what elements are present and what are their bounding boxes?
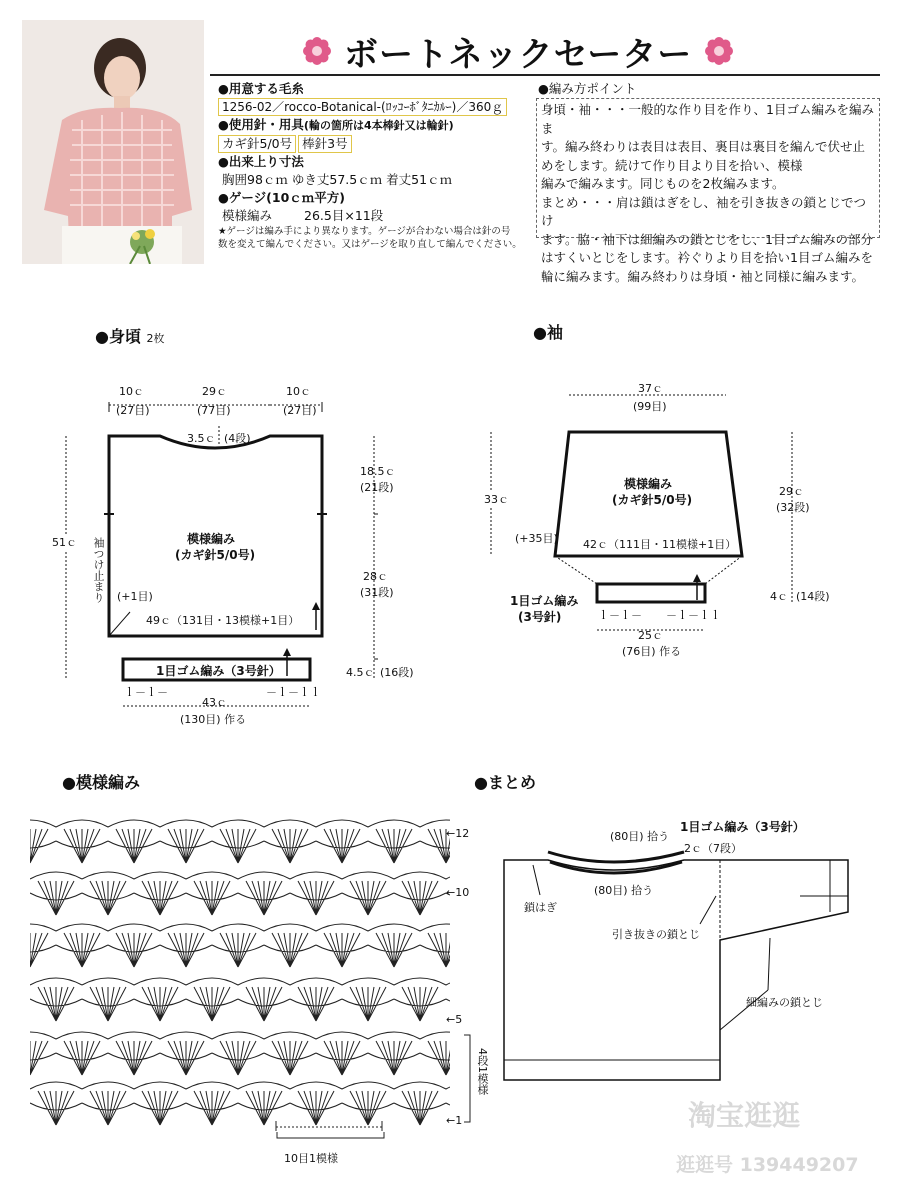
sleeve-rib-sym-right: －ｌ－ｌｌ xyxy=(666,609,721,622)
points-line: 編みで編みます。同じものを2枚編みます。 xyxy=(541,176,785,191)
size-value: 胸囲98ｃｍ ゆき丈57.5ｃｍ 着丈51ｃｍ xyxy=(222,172,453,187)
repeat-rows-label: 4段1模様 xyxy=(476,1048,489,1095)
body-top-mid-st: (77目) xyxy=(197,404,231,417)
repeat-st-bracket xyxy=(276,1132,386,1146)
sleeve-hook: (カギ針5/0号) xyxy=(612,493,693,507)
repeat-st-label: 10目1模様 xyxy=(284,1152,338,1165)
gauge-note-1: ★ゲージは編み手により異なります。ゲージが合わない場合は針の号 xyxy=(218,226,511,237)
sleeve-bottom-st: (76目) 作る xyxy=(622,645,682,658)
gauge-pattern: 模様編み xyxy=(222,208,273,223)
sleeve-rib-rows: (14段) xyxy=(796,590,830,603)
points-heading: ●編み方ポイント xyxy=(538,81,637,96)
sleeve-top: 37ｃ xyxy=(638,382,663,395)
body-r1-rows: (21段) xyxy=(360,481,394,494)
gauge-unit: (10ｃｍ平方) xyxy=(266,190,345,205)
points-line: はすくいとじをします。衿ぐりより目を拾い1目ゴム編みを xyxy=(541,250,873,265)
sleeve-attach-mark: 袖つけ止まり xyxy=(92,537,105,603)
body-rib: 1目ゴム編み（3号針） xyxy=(156,664,281,678)
size-heading: ●出来上り寸法 xyxy=(218,154,304,169)
assembly-slip-join: 引き抜きの鎖とじ xyxy=(612,928,700,941)
sleeve-height: 33ｃ xyxy=(484,493,509,506)
body-hook: (カギ針5/0号) xyxy=(175,548,256,562)
points-line: まとめ・・・肩は鎖はぎをし、袖を引き抜きの鎖とじでつけ xyxy=(541,194,867,228)
assembly-rib-h: 2ｃ（7段） xyxy=(684,842,742,855)
tool-hook: カギ針5/0号 xyxy=(218,135,296,153)
body-title-text: ●身頃 xyxy=(95,327,141,346)
body-r2-rows: (31段) xyxy=(360,586,394,599)
watermark-brand: 淘宝逛逛 xyxy=(688,1099,801,1132)
assembly-rib: 1目ゴム編み（3号針） xyxy=(680,820,805,834)
body-r1: 18.5ｃ xyxy=(360,465,396,478)
assembly-pick-bottom: (80目) 拾う xyxy=(594,884,654,897)
sleeve-top-st: (99目) xyxy=(633,400,667,413)
body-rib-sym-left: ｌ－ｌ－ xyxy=(124,686,168,699)
body-width: 49ｃ（131目・13模様+1目） xyxy=(146,614,300,627)
pattern-chart xyxy=(30,815,450,1135)
sleeve-plus35: (+35目) xyxy=(515,532,558,545)
points-line: す。編み終わりは表目は表目、裏目は裏目を編んで伏せ止 xyxy=(541,139,866,154)
gauge-value: 26.5目×11段 xyxy=(304,208,384,223)
points-line: 輪に編みます。編み終わりは身頃・袖と同様に編みます。 xyxy=(541,268,865,284)
body-top-left: 10ｃ xyxy=(119,385,144,398)
tools-heading: ●使用針・用具 xyxy=(218,117,304,132)
body-top-left-st: (27目) xyxy=(116,404,150,417)
points-line: ます。脇・袖下は細編みの鎖とじをし、1目ゴム編みの部分 xyxy=(541,231,873,247)
body-rib-h: 4.5ｃ xyxy=(346,666,375,679)
gauge-heading: ●ゲージ xyxy=(218,190,267,205)
row-12-label: ←12 xyxy=(446,827,470,840)
body-rib-sym-right: －ｌ－ｌｌ xyxy=(266,686,321,699)
body-plus1: (+1目) xyxy=(117,590,153,603)
sleeve-pattern: 模様編み xyxy=(624,477,673,491)
body-pattern: 模様編み xyxy=(187,532,236,546)
tools-note: (輪の箇所は4本棒針又は輪針) xyxy=(303,119,454,132)
row-1-label: ←1 xyxy=(446,1114,463,1127)
tool-needle: 棒針3号 xyxy=(298,135,351,153)
sleeve-rib-needle: (3号針) xyxy=(518,610,562,624)
points-line: 身頃・袖・・・一般的な作り目を作り、1目ゴム編みを編みま xyxy=(541,102,874,136)
assembly-chain-join: 鎖はぎ xyxy=(524,901,557,914)
sleeve-bottom: 25ｃ xyxy=(638,629,663,642)
body-top-right-st: (27目) xyxy=(283,404,317,417)
body-bottom: 43ｃ xyxy=(202,696,227,709)
body-count: 2枚 xyxy=(146,332,165,345)
sleeve-rib-sym-left: ｌ－ｌ－ xyxy=(598,609,642,622)
gauge-note-2: 数を変えて編んでください。又はゲージを取り直して編んでください。 xyxy=(218,239,522,250)
row-10-label: ←10 xyxy=(446,886,470,899)
sleeve-rib-rect xyxy=(597,584,705,602)
body-top-mid: 29ｃ xyxy=(202,385,227,398)
assembly-pick-top: (80目) 拾う xyxy=(610,830,670,843)
body-neck-rows: (4段) xyxy=(224,432,251,445)
chart-stitch-symbols xyxy=(30,820,450,1125)
sleeve-r1: 29ｃ xyxy=(779,485,804,498)
sleeve-rib: 1目ゴム編み xyxy=(510,594,579,608)
assembly-sc-join: 細編みの鎖とじ xyxy=(746,996,823,1009)
page-title: ボートネックセーター xyxy=(344,34,693,75)
body-r2: 28ｃ xyxy=(363,570,388,583)
sleeve-title: ●袖 xyxy=(533,323,563,342)
points-line: めをします。続けて作り目より目を拾い、模様 xyxy=(541,157,803,173)
watermark-id: 逛逛号 139449207 xyxy=(676,1154,859,1176)
sleeve-r1-rows: (32段) xyxy=(776,501,810,514)
body-neck: 3.5ｃ xyxy=(187,432,216,445)
body-left-height: 51ｃ xyxy=(52,536,77,549)
sleeve-rib-h: 4ｃ xyxy=(770,590,788,603)
body-bottom-st: (130目) 作る xyxy=(180,713,247,726)
body-rib-rows: (16段) xyxy=(380,666,414,679)
row-5-label: ←5 xyxy=(446,1013,463,1026)
yarn-value: 1256-02／rocco-Botanical-(ﾛｯｺｰﾎﾞﾀﾆｶﾙｰ)／360ｇ xyxy=(218,98,507,116)
pattern-title: ●模様編み xyxy=(62,773,140,792)
body-top-right: 10ｃ xyxy=(286,385,311,398)
yarn-heading: ●用意する毛糸 xyxy=(218,81,304,96)
sleeve-width: 42ｃ（111目・11模様+1目） xyxy=(583,538,737,551)
assembly-title: ●まとめ xyxy=(474,773,536,792)
repeat-rows-bracket xyxy=(464,1034,474,1124)
